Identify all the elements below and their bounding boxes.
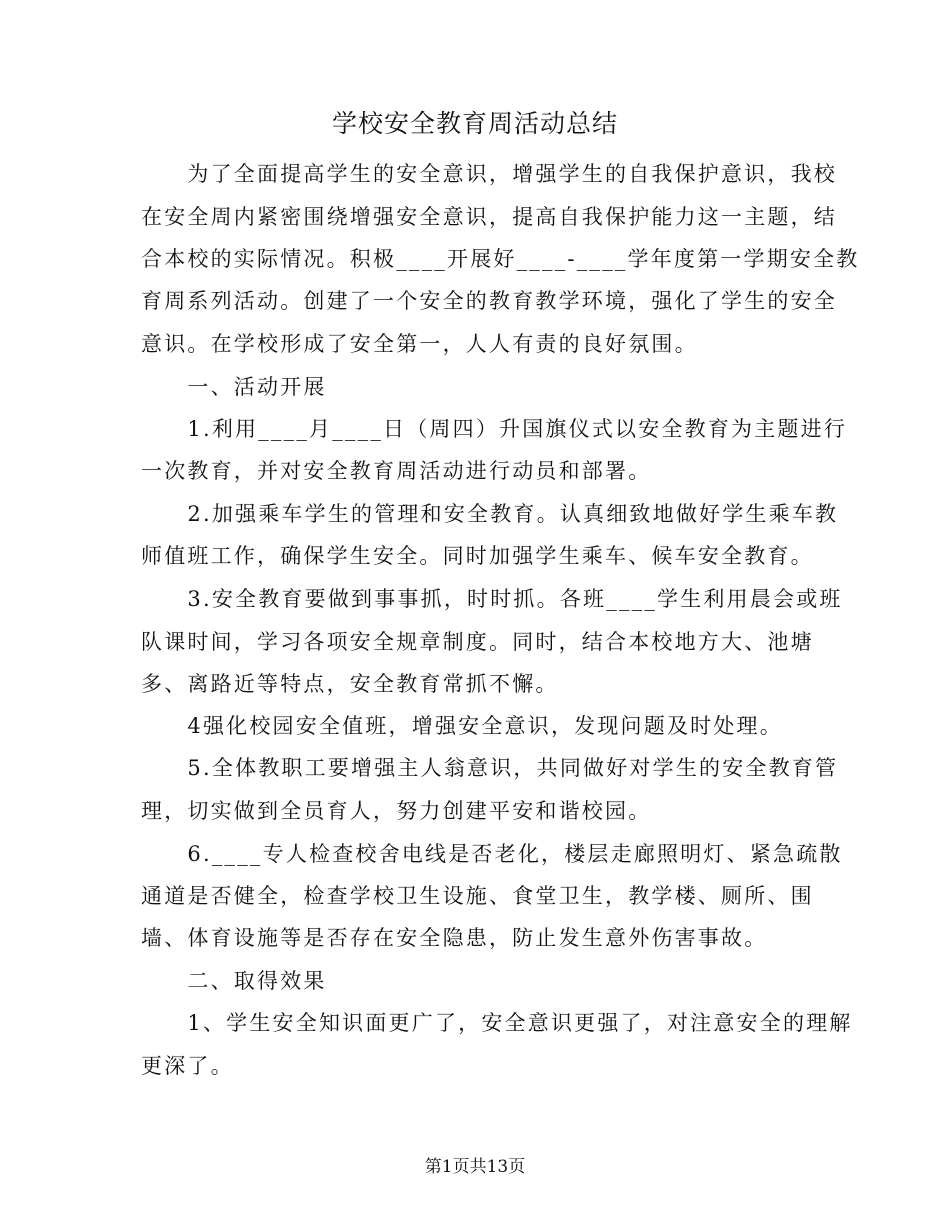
text-line: 1.利用____月____日（周四）升国旗仪式以安全教育为主题进行 [141, 417, 848, 441]
text-line: 墙、体育设施等是否存在安全隐患，防止发生意外伤害事故。 [141, 926, 768, 950]
text-line: 更深了。 [141, 1054, 234, 1078]
text-line: 师值班工作，确保学生安全。同时加强学生乘车、候车安全教育。 [141, 544, 814, 568]
text-line: 队课时间，学习各项安全规章制度。同时，结合本校地方大、池塘 [141, 630, 814, 654]
text-line: 1、学生安全知识面更广了，安全意识更强了，对注意安全的理解 [141, 1011, 853, 1035]
text-line: 育周系列活动。创建了一个安全的教育教学环境，强化了学生的安全 [141, 289, 837, 313]
text-line: 意识。在学校形成了安全第一，人人有责的良好氛围。 [141, 332, 698, 356]
text-line: 5.全体教职工要增强主人翁意识，共同做好对学生的安全教育管 [141, 756, 839, 780]
text-line: 合本校的实际情况。积极____开展好____-____学年度第一学期安全教 [141, 247, 860, 271]
text-line: 6.____专人检查校舍电线是否老化，楼层走廊照明灯、紧急疏散 [141, 842, 843, 866]
section-heading: 一、活动开展 [141, 375, 327, 399]
text-line: 理，切实做到全员育人，努力创建平安和谐校园。 [141, 799, 652, 823]
text-line: 通道是否健全，检查学校卫生设施、食堂卫生，教学楼、厕所、围 [141, 884, 814, 908]
text-line: 在安全周内紧密围绕增强安全意识，提高自我保护能力这一主题，结 [141, 205, 837, 229]
text-line: 2.加强乘车学生的管理和安全教育。认真细致地做好学生乘车教 [141, 502, 839, 526]
section-heading: 二、取得效果 [141, 969, 327, 993]
text-line: 3.安全教育要做到事事抓，时时抓。各班____学生利用晨会或班 [141, 587, 843, 611]
page-indicator: 第1页共13页 [424, 1157, 526, 1177]
text-line: 一次教育，并对安全教育周活动进行动员和部署。 [141, 459, 652, 483]
text-line: 4强化校园安全值班，增强安全意识，发现问题及时处理。 [141, 714, 783, 738]
document-title: 学校安全教育周活动总结 [331, 109, 618, 138]
text-line: 多、离路近等特点，安全教育常抓不懈。 [141, 672, 559, 696]
text-line: 为了全面提高学生的安全意识，增强学生的自我保护意识，我校 [141, 162, 837, 186]
